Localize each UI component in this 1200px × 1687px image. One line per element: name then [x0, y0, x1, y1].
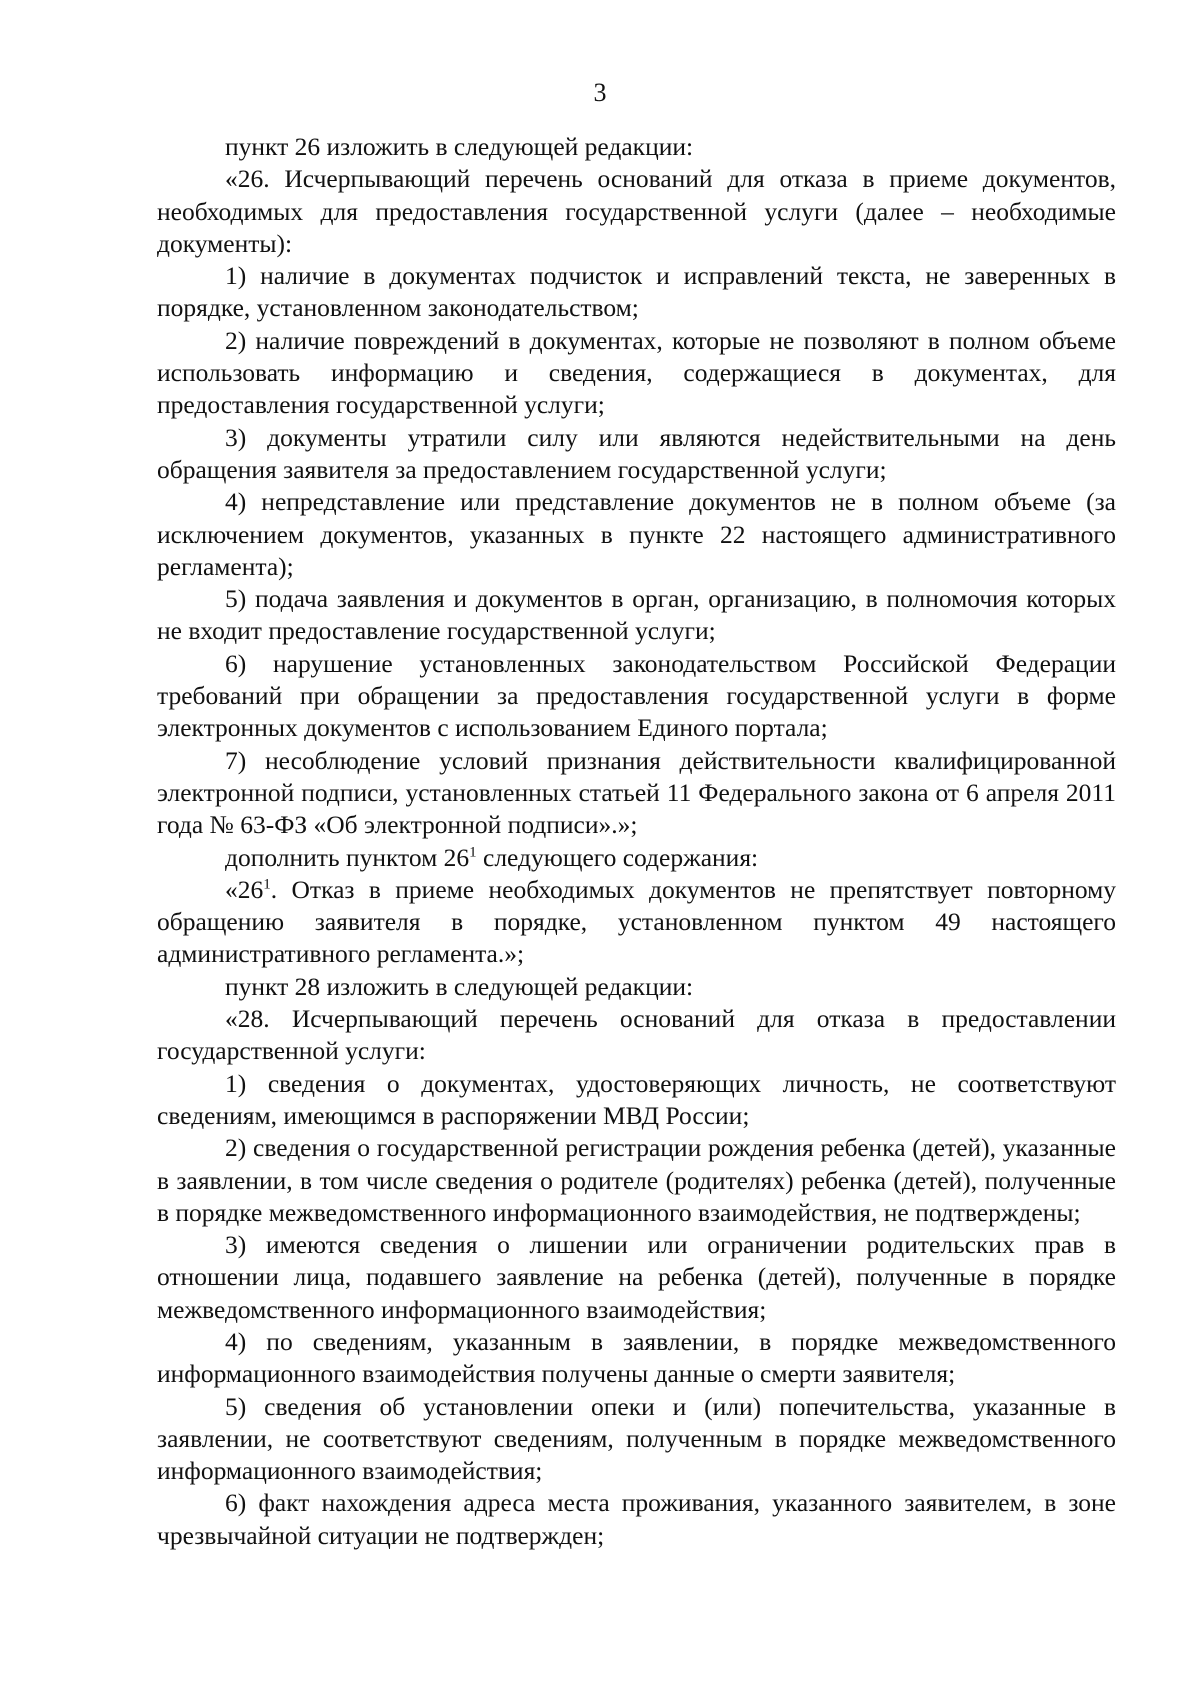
paragraph-p26-item-3: 3) документы утратили силу или являются недействительными на день обращения заявителя за предоставлением государственной услуги; — [157, 422, 1116, 484]
paragraph-p26-item-1: 1) наличие в документах подчисток и исправлений текста, не заверенных в порядке, установленном законодательством; — [157, 261, 1116, 323]
paragraph-p26-item-7: 7) несоблюдение условий признания действительности квалифицированной электронной подписи, установленных статьей 11 Федерального закона от 6 апреля 2011 года № 63-ФЗ «Об электронной подписи».»; — [157, 745, 1116, 840]
paragraph-p26-item-4: 4) непредставление или представление документов не в полном объеме (за исключением документов, указанных в пункте 22 настоящего административного регламента); — [157, 487, 1116, 581]
superscript-one: 1 — [263, 876, 271, 893]
paragraph-add-26-1 — [157, 842, 1116, 874]
paragraph-p28-item-3: 3) имеются сведения о лишении или ограничении родительских прав в отношении лица, подавшего заявление на ребенка (детей), полученные в порядке межведомственного информационного взаимодействия; — [157, 1230, 1116, 1324]
paragraph-p26-intro: пункт 26 изложить в следующей редакции: — [225, 132, 694, 161]
paragraph-p28-header: «28. Исчерпывающий перечень оснований для отказа в предоставлении государственной услуги: — [157, 1004, 1116, 1066]
paragraph-p28-item-5: 5) сведения об установлении опеки и (или) попечительства, указанные в заявлении, не соответствуют сведениям, полученным в порядке межведомственного информационного взаимодействия; — [157, 1391, 1116, 1486]
paragraph-p26-item-6: 6) нарушение установленных законодательством Российской Федерации требований при обращении за предоставления государственной услуги в форме электронных документов с использованием Единого портала; — [157, 648, 1116, 743]
paragraph-add-26-1-text-after: следующего содержания: — [476, 842, 759, 872]
paragraph-p26-1-text-before: «26 — [225, 874, 264, 904]
paragraph-p28-item-2: 2) сведения о государственной регистрации рождения ребенка (детей), указанные в заявлении, в том числе сведения о родителе (родителях) ребенка (детей), полученные в порядке межведомственного информационного взаимодействия, не подтверждены; — [157, 1133, 1116, 1227]
paragraph-p26-1-text-after: . Отказ в приеме необходимых документов не препятствует повторному обращению заявителя в порядке, установленном пунктом 49 настоящего административного регламента.»; — [157, 874, 1116, 969]
paragraph-p28-intro: пункт 28 изложить в следующей редакции: — [225, 971, 694, 1001]
page-number: 3 — [593, 78, 607, 107]
paragraph-p26-1 — [157, 874, 1116, 971]
paragraph-p26-item-5: 5) подача заявления и документов в орган, организацию, в полномочия которых не входит предоставление государственной услуги; — [157, 584, 1116, 646]
superscript-one: 1 — [469, 844, 477, 861]
paragraph-p28-item-4: 4) по сведениям, указанным в заявлении, в порядке межведомственного информационного взаимодействия получены данные о смерти заявителя; — [157, 1326, 1116, 1389]
paragraph-p28-item-1: 1) сведения о документах, удостоверяющих личность, не соответствуют сведениям, имеющимся в распоряжении МВД России; — [157, 1068, 1116, 1130]
paragraph-p28-item-6: 6) факт нахождения адреса места проживания, указанного заявителем, в зоне чрезвычайной ситуации не подтвержден; — [157, 1488, 1116, 1550]
paragraph-add-26-1-text-before: дополнить пунктом 26 — [225, 842, 470, 872]
paragraph-p26-header: «26. Исчерпывающий перечень оснований для отказа в приеме документов, необходимых для предоставления государственной услуги (далее – необходимые документы): — [157, 164, 1116, 258]
document-body — [157, 131, 1116, 1552]
paragraph-p26-item-2: 2) наличие повреждений в документах, которые не позволяют в полном объеме использовать информацию и сведения, содержащиеся в документах, для предоставления государственной услуги; — [157, 325, 1116, 420]
